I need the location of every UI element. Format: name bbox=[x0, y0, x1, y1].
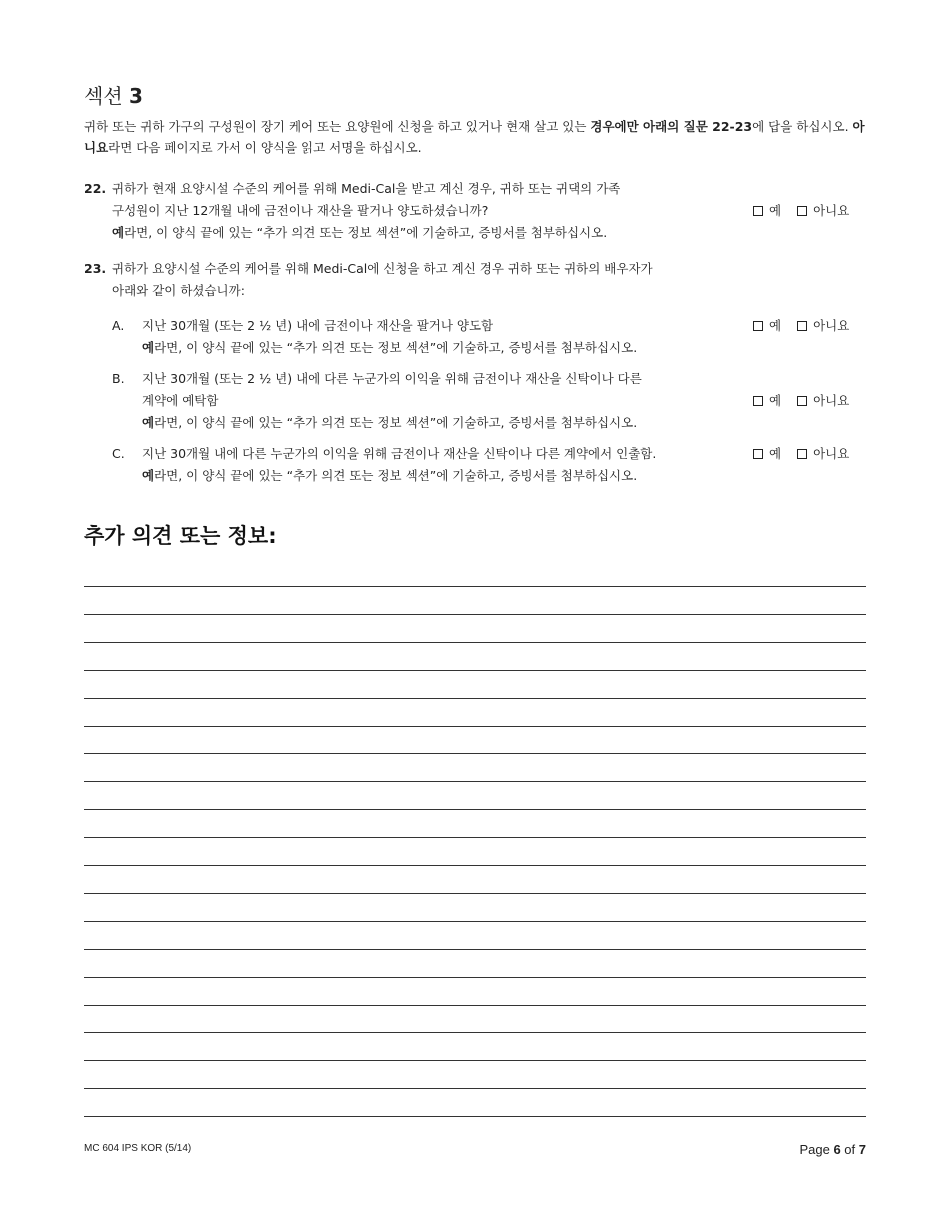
yes-checkbox[interactable] bbox=[753, 200, 781, 222]
checkbox-icon[interactable] bbox=[753, 321, 763, 331]
no-checkbox[interactable] bbox=[797, 315, 849, 337]
writing-line[interactable] bbox=[84, 949, 866, 950]
writing-line[interactable] bbox=[84, 977, 866, 978]
instruction-rest: 라면, 이 양식 끝에 있는 “추가 의견 또는 정보 섹션”에 기술하고, 증빙서를 첨부하십시오. bbox=[154, 340, 638, 355]
no-checkbox[interactable] bbox=[797, 390, 849, 412]
of-label: of bbox=[844, 1142, 856, 1157]
answer-options bbox=[753, 390, 865, 412]
section-intro bbox=[84, 116, 874, 158]
section-title bbox=[84, 80, 143, 109]
instruction-bold: 예 bbox=[142, 468, 155, 483]
intro-text-3: 라면 다음 페이지로 가서 이 양식을 읽고 서명을 하십시오. bbox=[108, 140, 422, 155]
intro-bold-2: 아니요 bbox=[84, 119, 865, 155]
page-number bbox=[799, 1142, 866, 1157]
yes-checkbox[interactable] bbox=[753, 390, 781, 412]
section-label: 섹션 bbox=[84, 84, 123, 108]
checkbox-icon[interactable] bbox=[797, 449, 807, 459]
instruction-bold: 예 bbox=[142, 415, 155, 430]
item-text-line: 계약에 예탁함 bbox=[142, 393, 219, 408]
instruction-rest: 라면, 이 양식 끝에 있는 “추가 의견 또는 정보 섹션”에 기술하고, 증빙서를 첨부하십시오. bbox=[154, 468, 638, 483]
yes-checkbox[interactable] bbox=[753, 443, 781, 465]
no-checkbox[interactable] bbox=[797, 443, 849, 465]
instruction-rest: 라면, 이 양식 끝에 있는 “추가 의견 또는 정보 섹션”에 기술하고, 증빙서를 첨부하십시오. bbox=[154, 415, 638, 430]
current-page: 6 bbox=[833, 1142, 841, 1157]
checkbox-icon[interactable] bbox=[797, 206, 807, 216]
writing-line[interactable] bbox=[84, 921, 866, 922]
item-letter: A. bbox=[112, 318, 125, 333]
yes-label: 예 bbox=[769, 393, 782, 408]
instruction-text bbox=[142, 412, 637, 434]
intro-text-1: 귀하 또는 귀하 가구의 구성원이 장기 케어 또는 요양원에 신청을 하고 있거나 현재 살고 있는 bbox=[84, 119, 591, 134]
writing-line[interactable] bbox=[84, 781, 866, 782]
no-label: 아니요 bbox=[813, 318, 850, 333]
no-checkbox[interactable] bbox=[797, 200, 849, 222]
comments-heading: 추가 의견 또는 정보: bbox=[84, 524, 277, 548]
writing-line[interactable] bbox=[84, 586, 866, 587]
writing-line[interactable] bbox=[84, 1060, 866, 1061]
checkbox-icon[interactable] bbox=[797, 396, 807, 406]
question-text-line: 귀하가 요양시설 수준의 케어를 위해 Medi-Cal에 신청을 하고 계신 경우 귀하 또는 귀하의 배우자가 bbox=[112, 261, 653, 276]
intro-bold-1: 경우에만 아래의 질문 22-23 bbox=[590, 119, 753, 134]
yes-label: 예 bbox=[769, 318, 782, 333]
instruction-text bbox=[112, 222, 607, 244]
writing-line[interactable] bbox=[84, 1088, 866, 1089]
item-letter: B. bbox=[112, 371, 125, 386]
item-text-line: 지난 30개월 (또는 2 ½ 년) 내에 다른 누군가의 이익을 위해 금전이나 재산을 신탁이나 다른 bbox=[142, 371, 642, 386]
section-number: 3 bbox=[129, 84, 143, 108]
item-text-line: 지난 30개월 내에 다른 누군가의 이익을 위해 금전이나 재산을 신탁이나 다른 계약에서 인출함. bbox=[142, 446, 657, 461]
writing-line[interactable] bbox=[84, 642, 866, 643]
instruction-rest: 라면, 이 양식 끝에 있는 “추가 의견 또는 정보 섹션”에 기술하고, 증빙서를 첨부하십시오. bbox=[124, 225, 608, 240]
question-number: 23. bbox=[84, 261, 107, 276]
writing-line[interactable] bbox=[84, 865, 866, 866]
writing-line[interactable] bbox=[84, 1032, 866, 1033]
instruction-bold: 예 bbox=[142, 340, 155, 355]
page-label: Page bbox=[799, 1142, 830, 1157]
answer-options bbox=[753, 443, 865, 465]
yes-label: 예 bbox=[769, 203, 782, 218]
checkbox-icon[interactable] bbox=[797, 321, 807, 331]
item-text-line: 지난 30개월 (또는 2 ½ 년) 내에 금전이나 재산을 팔거나 양도함 bbox=[142, 318, 494, 333]
question-text-line: 구성원이 지난 12개월 내에 금전이나 재산을 팔거나 양도하셨습니까? bbox=[112, 203, 489, 218]
checkbox-icon[interactable] bbox=[753, 449, 763, 459]
writing-line[interactable] bbox=[84, 753, 866, 754]
no-label: 아니요 bbox=[813, 393, 850, 408]
total-pages: 7 bbox=[858, 1142, 866, 1157]
writing-line[interactable] bbox=[84, 670, 866, 671]
checkbox-icon[interactable] bbox=[753, 396, 763, 406]
no-label: 아니요 bbox=[813, 446, 850, 461]
question-text-line: 귀하가 현재 요양시설 수준의 케어를 위해 Medi-Cal을 받고 계신 경우, 귀하 또는 귀댁의 가족 bbox=[112, 181, 621, 196]
writing-line[interactable] bbox=[84, 1005, 866, 1006]
question-number: 22. bbox=[84, 181, 107, 196]
item-letter: C. bbox=[112, 446, 125, 461]
intro-text-2: 에 답을 하십시오. bbox=[752, 119, 853, 134]
writing-line[interactable] bbox=[84, 698, 866, 699]
instruction-bold: 예 bbox=[112, 225, 125, 240]
question-text-line: 아래와 같이 하셨습니까: bbox=[112, 283, 245, 298]
writing-line[interactable] bbox=[84, 893, 866, 894]
yes-label: 예 bbox=[769, 446, 782, 461]
no-label: 아니요 bbox=[813, 203, 850, 218]
answer-options bbox=[753, 315, 865, 337]
form-id: MC 604 IPS KOR (5/14) bbox=[84, 1143, 192, 1154]
writing-line[interactable] bbox=[84, 1116, 866, 1117]
instruction-text bbox=[142, 465, 637, 487]
answer-options bbox=[753, 200, 865, 222]
writing-line[interactable] bbox=[84, 726, 866, 727]
writing-line[interactable] bbox=[84, 614, 866, 615]
instruction-text bbox=[142, 337, 637, 359]
checkbox-icon[interactable] bbox=[753, 206, 763, 216]
writing-line[interactable] bbox=[84, 809, 866, 810]
writing-line[interactable] bbox=[84, 837, 866, 838]
yes-checkbox[interactable] bbox=[753, 315, 781, 337]
